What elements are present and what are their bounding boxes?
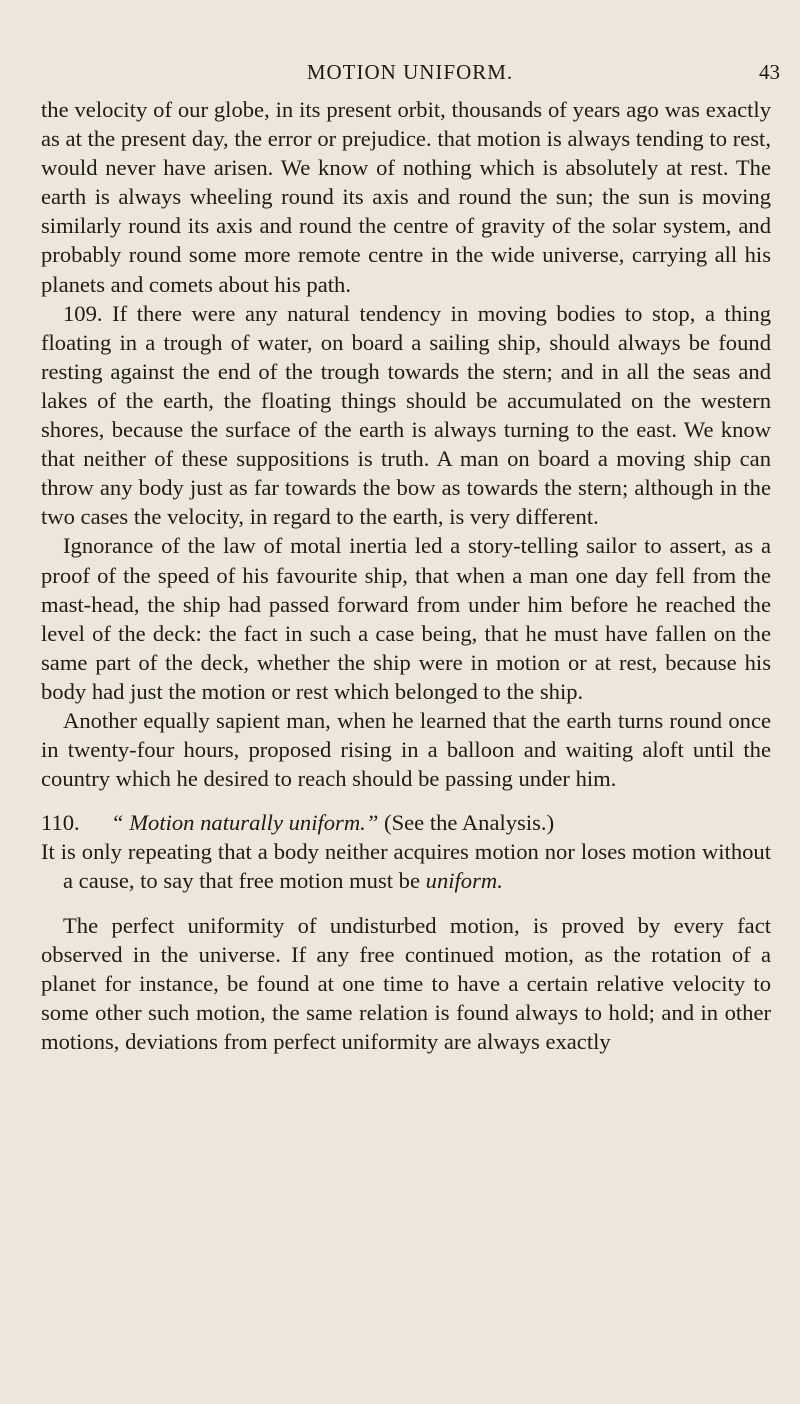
paragraph-109: 109. If there were any natural tendency in moving bodies to stop, a thing floating in a trough of water, on board a sailing ship, should always be found resting against the end of the trough towards the stern; and in all the seas and lakes of the earth, the floating things should be accumulated on the western shores, because the surface of the earth is always turning to the east. We know that neither of these suppositions is truth. A man on board a moving ship can throw any body just as far towards the bow as towards the stern; although in the two cases the velocity, in regard to the earth, is very different. bbox=[41, 300, 771, 530]
paragraph-balloon: Another equally sapient man, when he learned that the earth turns round once in twenty-four hours, proposed rising in a balloon and waiting aloft until the country which he desired to reach should be passing under him. bbox=[41, 707, 771, 792]
page-header bbox=[40, 60, 780, 90]
body-text bbox=[41, 95, 771, 1056]
section-title: “ Motion naturally uniform.” bbox=[111, 810, 379, 836]
paragraph-sailor: Ignorance of the law of motal inertia led a story-telling sailor to assert, as a proof of the speed of his favourite ship, that when a man one day fell from the mast-head, the ship had passed forward from under him before he reached the level of the deck: the fact in such a case being, that he must have fallen on the same part of the deck, whether the ship were in motion or at rest, because his body had just the motion or rest which belonged to the ship. bbox=[41, 533, 771, 704]
running-title: MOTION UNIFORM. bbox=[306, 60, 514, 84]
page-number: 43 bbox=[759, 60, 780, 84]
paragraph-continuation: the velocity of our globe, in its present orbit, thousands of years ago was exactly as at the present day, the error or prejudice. that motion is always tending to rest, would never have arisen. We know of nothing which is absolutely at rest. The earth is always wheeling round its axis and round the sun; the sun is moving similarly round its axis and round the centre of gravity of the solar system, and probably round some more remote centre in the wide universe, carrying all his planets and comets about his path. bbox=[41, 97, 771, 297]
section-number: 110. bbox=[41, 810, 80, 836]
statement-text: It is only repeating that a body neither acquires motion nor loses motion without a cause, to say that free motion must be bbox=[41, 839, 771, 894]
statement-emphasis: uniform. bbox=[425, 868, 503, 894]
section-reference: (See the Analysis.) bbox=[384, 810, 555, 836]
section-110-heading bbox=[41, 808, 771, 837]
paragraph-uniformity: The perfect uniformity of undisturbed motion, is proved by every fact observed in the universe. If any free continued motion, as the rotation of a planet for instance, be found at one time to have a certain relative velocity to some other such motion, the same relation is found always to hold; and in other motions, deviations from perfect uniformity are always exactly bbox=[41, 912, 771, 1054]
section-110-statement bbox=[41, 837, 771, 895]
